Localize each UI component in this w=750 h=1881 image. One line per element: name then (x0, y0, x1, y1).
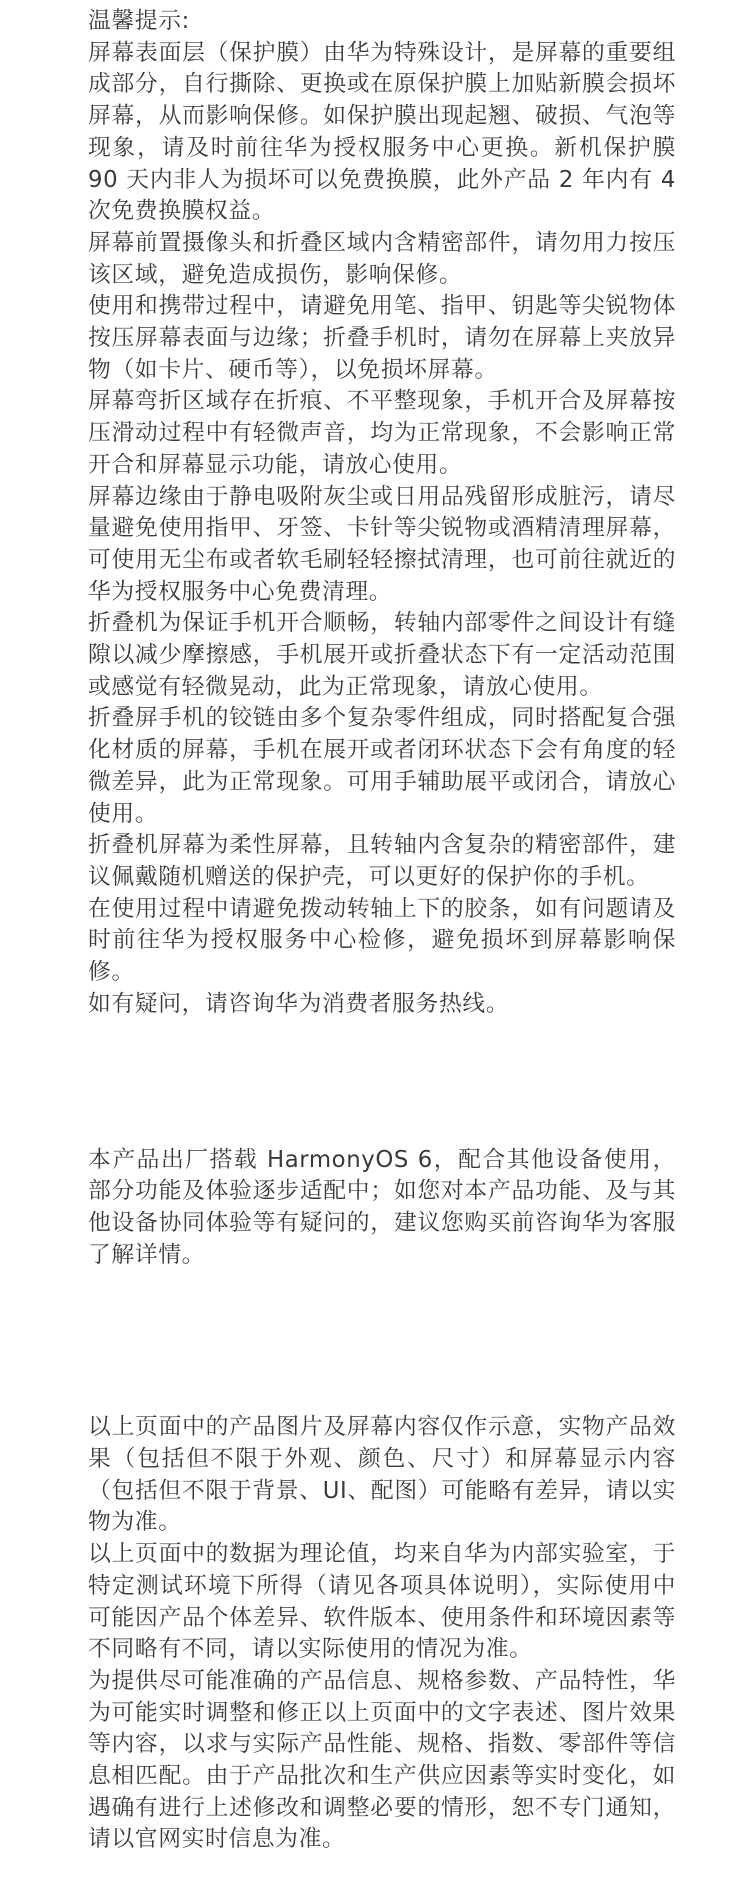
disclaimer-section (88, 1271, 676, 1856)
disclaimer-paragraph-adjustments: 为提供尽可能准确的产品信息、规格参数、产品特性，华为可能实时调整和修正以上页面中的文字表述、图片效果等内容，以求与实际产品性能、规格、指数、零部件等信息相匹配。由于产品批次和生产供应因素等实时变化，如遇确有进行上述修改和调整必要的情形，恕不专门通知，请以官网实时信息为准。 (88, 1667, 676, 1853)
warm-tips-heading: 温馨提示: (88, 8, 190, 34)
notice-paragraph-front-camera: 屏幕前置摄像头和折叠区域内含精密部件，请勿用力按压该区域，避免造成损伤，影响保修。 (88, 229, 676, 288)
os-notice-paragraph: 本产品出厂搭载 HarmonyOS 6，配合其他设备使用，部分功能及体验逐步适配中；如您对本产品功能、及与其他设备协同体验等有疑问的，建议您购买前咨询华为客服了解详情。 (88, 1146, 676, 1268)
notice-paragraph-protective-case: 折叠机屏幕为柔性屏幕，且转轴内含复杂的精密部件，建议佩戴随机赠送的保护壳，可以更好的保护你的手机。 (88, 832, 676, 890)
notice-paragraph-hotline: 如有疑问，请咨询华为消费者服务热线。 (88, 990, 510, 1017)
notice-paragraph-sharp-objects: 使用和携带过程中，请避免用笔、指甲、钥匙等尖锐物体按压屏幕表面与边缘；折叠手机时，请勿在屏幕上夹放异物（如卡片、硬币等），以免损坏屏幕。 (88, 293, 676, 383)
notice-paragraph-crease: 屏幕弯折区域存在折痕、不平整现象，手机开合及屏幕按压滑动过程中有轻微声音，均为正常现象，不会影响正常开合和屏幕显示功能，请放心使用。 (88, 388, 676, 478)
notice-paragraph-screen-protector: 屏幕表面层（保护膜）由华为特殊设计，是屏幕的重要组成部分，自行撕除、更换或在原保护膜上加贴新膜会损坏屏幕，从而影响保修。如保护膜出现起翘、破损、气泡等现象，请及时前往华为授权服务中心更换。新机保护膜 90 天内非人为损坏可以免费换膜，此外产品 2 年内有 4 次免费换膜权益。 (88, 39, 676, 225)
notice-paragraph-hinge-strip: 在使用过程中请避免拨动转轴上下的胶条，如有问题请及时前往华为授权服务中心检修，避免损坏到屏幕影响保修。 (88, 895, 676, 986)
notice-paragraph-hinge-gap: 折叠机为保证手机开合顺畅，转轴内部零件之间设计有缝隙以减少摩擦感，手机展开或折叠状态下有一定活动范围或感觉有轻微晃动，此为正常现象，请放心使用。 (88, 610, 676, 700)
notice-paragraph-edge-cleaning: 屏幕边缘由于静电吸附灰尘或日用品残留形成脏污，请尽量避免使用指甲、牙签、卡针等尖锐物或酒精清理屏幕，可使用无尘布或者软毛刷轻轻擦拭清理，也可前往就近的华为授权服务中心免费清理。 (88, 483, 676, 605)
disclaimer-paragraph-data: 以上页面中的数据为理论值，均来自华为内部实验室，于特定测试环境下所得（请见各项具体说明），实际使用中可能因产品个体差异、软件版本、使用条件和环境因素等不同略有不同，请以实际使用的情况为准。 (88, 1541, 676, 1663)
os-notice-section (88, 1021, 676, 1272)
warm-tips-section (88, 0, 676, 1021)
disclaimer-paragraph-images: 以上页面中的产品图片及屏幕内容仅作示意，实物产品效果（包括但不限于外观、颜色、尺寸）和屏幕显示内容（包括但不限于背景、UI、配图）可能略有差异，请以实物为准。 (88, 1414, 676, 1536)
notice-paragraph-hinge-angle: 折叠屏手机的铰链由多个复杂零件组成，同时搭配复合强化材质的屏幕，手机在展开或者闭环状态下会有角度的轻微差异，此为正常现象。可用手辅助展平或闭合，请放心使用。 (88, 705, 676, 827)
